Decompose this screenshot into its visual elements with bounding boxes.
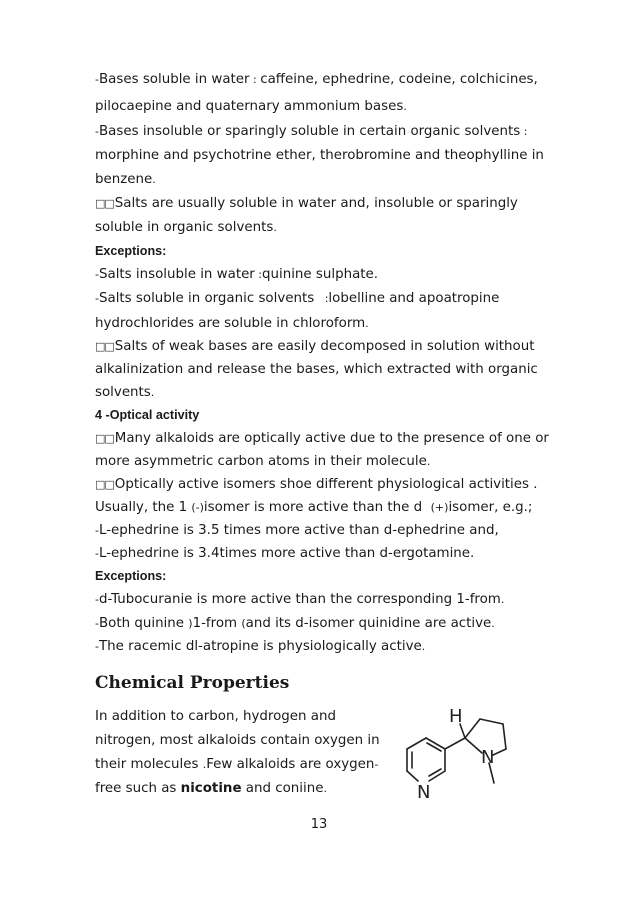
text: Both quinine bbox=[98, 616, 189, 631]
text: Bases insoluble or sparingly soluble in certain organic solvents bbox=[98, 124, 521, 139]
line-salts-soluble-organic bbox=[95, 291, 499, 306]
period: . bbox=[500, 593, 505, 606]
text: Salts soluble in organic solvents bbox=[98, 291, 315, 306]
line-many-alkaloids bbox=[95, 431, 549, 446]
line-solvents bbox=[95, 385, 154, 400]
para-line-3 bbox=[95, 757, 378, 772]
para-line-4 bbox=[95, 781, 327, 796]
bond bbox=[465, 719, 480, 738]
para-line-1: In addition to carbon, hydrogen and bbox=[95, 709, 336, 724]
dash: - bbox=[95, 268, 99, 281]
line-pilocaepine bbox=[95, 99, 407, 114]
text: alkalinization and release the bases, which extracted with organic bbox=[95, 362, 538, 377]
line-l-ephedrine-2 bbox=[95, 546, 474, 561]
text: L-ephedrine is 3.5 times more active than d-ephedrine and, bbox=[98, 523, 499, 538]
text: Salts of weak bases are easily decomposed in solution without bbox=[114, 339, 535, 354]
text: morphine and psychotrine ether, therobromine and theophylline in bbox=[95, 148, 544, 163]
line-alkalinization bbox=[95, 362, 538, 377]
separator: : bbox=[520, 125, 528, 138]
heading-chemical-properties: Chemical Properties bbox=[95, 673, 290, 693]
period: . bbox=[273, 221, 277, 234]
bond bbox=[445, 738, 465, 749]
atom-h: H bbox=[449, 706, 463, 727]
text: The racemic dl-atropine is physiologically active bbox=[98, 639, 422, 654]
text: lobelline and apoatropine bbox=[328, 291, 500, 306]
bullet-icon: □□ bbox=[95, 432, 114, 445]
separator: : bbox=[249, 73, 261, 86]
line-l-ephedrine-1 bbox=[95, 523, 499, 538]
period: . bbox=[365, 317, 369, 330]
text: isomer is more active than the d bbox=[203, 500, 431, 515]
text: Few alkaloids are oxygen bbox=[206, 757, 375, 772]
period: . bbox=[323, 782, 327, 795]
line-benzene bbox=[95, 172, 156, 187]
text: more asymmetric carbon atoms in their molecule bbox=[95, 454, 427, 469]
text: L-ephedrine is 3.4times more active than d-ergotamine. bbox=[98, 546, 475, 561]
line-both-quinine bbox=[95, 616, 495, 631]
line-tubocuranie bbox=[95, 592, 504, 607]
page-number: 13 bbox=[310, 817, 328, 832]
text: benzene bbox=[95, 172, 153, 187]
bond bbox=[407, 738, 426, 749]
line-asymmetric bbox=[95, 454, 430, 469]
period: . bbox=[152, 173, 156, 186]
dash: - bbox=[95, 640, 99, 653]
period: . bbox=[202, 758, 207, 771]
dash: - bbox=[95, 617, 99, 630]
line-bases-insoluble bbox=[95, 124, 527, 139]
dash: - bbox=[95, 593, 99, 606]
hyphen: - bbox=[374, 758, 379, 771]
bond bbox=[465, 738, 482, 753]
line-salts-insoluble bbox=[95, 267, 378, 282]
line-morphine bbox=[95, 148, 544, 163]
bond bbox=[480, 719, 503, 724]
dash: - bbox=[95, 524, 99, 537]
line-hydrochlorides bbox=[95, 316, 369, 331]
exceptions-label-2: Exceptions: bbox=[95, 569, 167, 583]
text: 1-from bbox=[192, 616, 242, 631]
bullet-icon: □□ bbox=[95, 478, 114, 491]
dash: - bbox=[95, 292, 99, 305]
line-organic-solvents bbox=[95, 220, 277, 235]
text: hydrochlorides are soluble in chloroform bbox=[95, 316, 366, 331]
bond bbox=[503, 724, 506, 749]
period: . bbox=[426, 455, 431, 468]
line-optically-active bbox=[95, 477, 538, 492]
text: their molecules bbox=[95, 757, 203, 772]
line-racemic bbox=[95, 639, 425, 654]
line-usually bbox=[95, 500, 532, 515]
paren: ) bbox=[188, 617, 193, 630]
bullet-icon: □□ bbox=[95, 197, 114, 210]
bullet-icon: □□ bbox=[95, 340, 114, 353]
period: . bbox=[491, 617, 495, 630]
period: . bbox=[150, 386, 155, 399]
bond bbox=[429, 771, 445, 781]
text: d-Tubocuranie is more active than the corresponding 1-from bbox=[98, 592, 501, 607]
text: quinine sulphate. bbox=[262, 267, 379, 282]
line-salts-weak bbox=[95, 339, 534, 354]
nicotine-bold: nicotine bbox=[180, 781, 242, 796]
text: Bases soluble in water bbox=[98, 72, 250, 87]
line-bases-soluble bbox=[95, 72, 538, 87]
exceptions-label-1: Exceptions: bbox=[95, 244, 167, 258]
bond bbox=[427, 743, 441, 751]
text: soluble in organic solvents bbox=[95, 220, 274, 235]
separator: : bbox=[314, 292, 329, 305]
dash: - bbox=[95, 125, 99, 138]
text: and coniine bbox=[241, 781, 324, 796]
period: . bbox=[421, 640, 426, 653]
section-optical-activity: 4 -Optical activity bbox=[95, 408, 200, 422]
text: Many alkaloids are optically active due to the presence of one or bbox=[114, 431, 549, 446]
bond bbox=[493, 749, 506, 755]
para-line-2: nitrogen, most alkaloids contain oxygen in bbox=[95, 733, 380, 748]
bond bbox=[407, 771, 418, 781]
text: free such as bbox=[95, 781, 181, 796]
text: Usually, the 1 bbox=[95, 500, 192, 515]
period: . bbox=[403, 100, 407, 113]
nicotine-structure-diagram bbox=[398, 705, 548, 810]
text: and its d-isomer quinidine are active bbox=[245, 616, 492, 631]
dash: - bbox=[95, 547, 99, 560]
text: Salts are usually soluble in water and, insoluble or sparingly bbox=[114, 196, 518, 211]
minus-sign: (-) bbox=[191, 501, 204, 514]
separator: : bbox=[254, 268, 263, 281]
dash: - bbox=[95, 73, 99, 86]
text: pilocaepine and quaternary ammonium bases bbox=[95, 99, 404, 114]
atom-n-pyrrolidine: N bbox=[481, 747, 495, 768]
text: Optically active isomers shoe different physiological activities . bbox=[114, 477, 538, 492]
plus-sign: (+) bbox=[430, 501, 449, 514]
text: solvents bbox=[95, 385, 151, 400]
text: isomer, e.g.; bbox=[448, 500, 533, 515]
line-salts-soluble bbox=[95, 196, 518, 211]
text: caffeine, ephedrine, codeine, colchicines, bbox=[260, 72, 538, 87]
text: Salts insoluble in water bbox=[98, 267, 255, 282]
atom-n-pyridine: N bbox=[417, 782, 431, 803]
paren: ( bbox=[241, 617, 246, 630]
